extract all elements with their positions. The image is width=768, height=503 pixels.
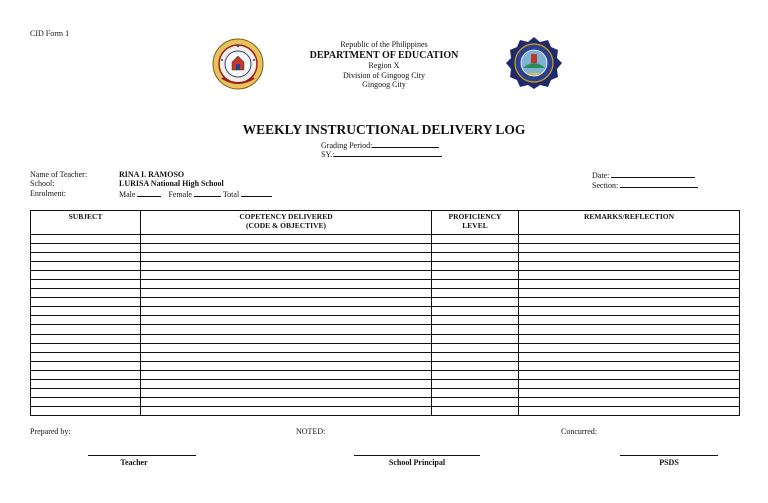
proficiency-cell[interactable]: [432, 379, 519, 388]
table-row: [31, 397, 740, 406]
subject-cell[interactable]: [31, 325, 141, 334]
remarks-cell[interactable]: [519, 253, 740, 262]
competency-cell[interactable]: [141, 307, 432, 316]
competency-cell[interactable]: [141, 280, 432, 289]
proficiency-cell[interactable]: [432, 352, 519, 361]
male-blank[interactable]: [137, 189, 161, 197]
subject-cell[interactable]: [31, 244, 141, 253]
proficiency-cell[interactable]: [432, 325, 519, 334]
competency-cell[interactable]: [141, 298, 432, 307]
competency-cell[interactable]: [141, 316, 432, 325]
table-row: [31, 325, 740, 334]
competency-cell[interactable]: [141, 370, 432, 379]
sy-blank[interactable]: [334, 149, 442, 157]
header-competency: COPETENCY DELIVERED (CODE & OBJECTIVE): [141, 211, 432, 235]
city-line: Gingoog City: [362, 80, 406, 90]
enrolment-fields: [119, 189, 272, 199]
table-row: [31, 289, 740, 298]
remarks-cell[interactable]: [519, 334, 740, 343]
psds-signature-label: PSDS: [659, 458, 679, 467]
subject-cell[interactable]: [31, 280, 141, 289]
female-blank[interactable]: [194, 189, 221, 197]
section-field[interactable]: [592, 180, 698, 190]
principal-signature-line[interactable]: [354, 455, 480, 456]
competency-cell[interactable]: [141, 343, 432, 352]
prepared-by-label: Prepared by:: [30, 427, 71, 436]
remarks-cell[interactable]: [519, 298, 740, 307]
remarks-cell[interactable]: [519, 370, 740, 379]
table-header-row: [31, 211, 740, 235]
teacher-label: Name of Teacher:: [30, 170, 88, 179]
remarks-cell[interactable]: [519, 235, 740, 244]
header-subject: SUBJECT: [31, 211, 141, 235]
total-blank[interactable]: [241, 189, 272, 197]
remarks-cell[interactable]: [519, 280, 740, 289]
header-remarks: REMARKS/REFLECTION: [519, 211, 740, 235]
subject-cell[interactable]: [31, 343, 141, 352]
region-line: Region X: [368, 60, 400, 70]
sy-field[interactable]: [321, 149, 442, 159]
competency-cell[interactable]: [141, 388, 432, 397]
subject-cell[interactable]: [31, 370, 141, 379]
proficiency-cell[interactable]: [432, 361, 519, 370]
section-label: Section:: [592, 181, 619, 190]
table-row: [31, 307, 740, 316]
date-blank[interactable]: [611, 170, 695, 178]
table-body: [31, 235, 740, 416]
remarks-cell[interactable]: [519, 343, 740, 352]
table-row: [31, 235, 740, 244]
republic-line: Republic of the Philippines: [340, 40, 428, 49]
proficiency-cell[interactable]: [432, 316, 519, 325]
subject-cell[interactable]: [31, 298, 141, 307]
date-label: Date:: [592, 171, 610, 180]
table-row: [31, 334, 740, 343]
noted-label: NOTED:: [296, 427, 326, 436]
female-label: Female: [168, 190, 192, 199]
table-row: [31, 343, 740, 352]
male-label: Male: [119, 190, 136, 199]
remarks-cell[interactable]: [519, 307, 740, 316]
table-row: [31, 361, 740, 370]
department-name: DEPARTMENT OF EDUCATION: [309, 49, 459, 61]
remarks-cell[interactable]: [519, 406, 740, 415]
division-seal-icon: [212, 38, 264, 90]
competency-cell[interactable]: [141, 379, 432, 388]
subject-cell[interactable]: [31, 361, 141, 370]
remarks-cell[interactable]: [519, 289, 740, 298]
proficiency-cell[interactable]: [432, 262, 519, 271]
proficiency-cell[interactable]: [432, 298, 519, 307]
subject-cell[interactable]: [31, 316, 141, 325]
remarks-cell[interactable]: [519, 388, 740, 397]
subject-cell[interactable]: [31, 388, 141, 397]
sy-label: SY.:: [321, 150, 335, 159]
competency-cell[interactable]: [141, 406, 432, 415]
table-row: [31, 406, 740, 415]
proficiency-cell[interactable]: [432, 244, 519, 253]
delivery-log-table: [30, 210, 740, 416]
subject-cell[interactable]: [31, 262, 141, 271]
grading-period-label: Grading Period:: [321, 141, 373, 150]
table-row: [31, 253, 740, 262]
proficiency-cell[interactable]: [432, 271, 519, 280]
subject-cell[interactable]: [31, 406, 141, 415]
remarks-cell[interactable]: [519, 325, 740, 334]
remarks-cell[interactable]: [519, 379, 740, 388]
table-row: [31, 280, 740, 289]
subject-cell[interactable]: [31, 253, 141, 262]
competency-cell[interactable]: [141, 361, 432, 370]
total-label: Total: [222, 190, 240, 199]
table-row: [31, 352, 740, 361]
subject-cell[interactable]: [31, 352, 141, 361]
subject-cell[interactable]: [31, 334, 141, 343]
table-row: [31, 370, 740, 379]
competency-cell[interactable]: [141, 289, 432, 298]
proficiency-cell[interactable]: [432, 370, 519, 379]
table-row: [31, 244, 740, 253]
psds-signature-line[interactable]: [620, 455, 718, 456]
subject-cell[interactable]: [31, 379, 141, 388]
subject-cell[interactable]: [31, 289, 141, 298]
proficiency-cell[interactable]: [432, 280, 519, 289]
header-proficiency: PROFICIENCY LEVEL: [432, 211, 519, 235]
subject-cell[interactable]: [31, 307, 141, 316]
proficiency-cell[interactable]: [432, 307, 519, 316]
teacher-name: RINA I. RAMOSO: [119, 170, 185, 179]
proficiency-cell[interactable]: [432, 343, 519, 352]
grading-period-blank[interactable]: [372, 140, 439, 148]
proficiency-cell[interactable]: [432, 388, 519, 397]
competency-cell[interactable]: [141, 235, 432, 244]
letterhead: [284, 40, 484, 90]
proficiency-cell[interactable]: [432, 253, 519, 262]
school-name: LURISA National High School: [119, 179, 224, 188]
principal-signature-label: School Principal: [388, 458, 446, 467]
table-row: [31, 262, 740, 271]
remarks-cell[interactable]: [519, 397, 740, 406]
concurred-label: Concurred:: [561, 427, 597, 436]
competency-cell[interactable]: [141, 334, 432, 343]
enrolment-label: Enrolment:: [30, 189, 66, 198]
competency-cell[interactable]: [141, 271, 432, 280]
remarks-cell[interactable]: [519, 352, 740, 361]
subject-cell[interactable]: [31, 271, 141, 280]
remarks-cell[interactable]: [519, 271, 740, 280]
proficiency-cell[interactable]: [432, 289, 519, 298]
division-line: Division of Gingoog City: [342, 70, 425, 80]
table-row: [31, 271, 740, 280]
proficiency-cell[interactable]: [432, 397, 519, 406]
remarks-cell[interactable]: [519, 361, 740, 370]
table-row: [31, 379, 740, 388]
remarks-cell[interactable]: [519, 262, 740, 271]
date-field[interactable]: [592, 170, 695, 180]
competency-cell[interactable]: [141, 352, 432, 361]
competency-cell[interactable]: [141, 397, 432, 406]
remarks-cell[interactable]: [519, 244, 740, 253]
section-blank[interactable]: [620, 180, 698, 188]
competency-cell[interactable]: [141, 253, 432, 262]
school-seal-icon: [505, 36, 563, 90]
table-row: [31, 316, 740, 325]
remarks-cell[interactable]: [519, 316, 740, 325]
competency-cell[interactable]: [141, 325, 432, 334]
form-title: WEEKLY INSTRUCTIONAL DELIVERY LOG: [242, 122, 526, 137]
proficiency-cell[interactable]: [432, 235, 519, 244]
subject-cell[interactable]: [31, 397, 141, 406]
enrolment-row: [0, 189, 768, 198]
proficiency-cell[interactable]: [432, 406, 519, 415]
table-row: [31, 298, 740, 307]
form-code: CID Form 1: [30, 29, 70, 38]
teacher-signature-label: Teacher: [120, 458, 148, 467]
table-row: [31, 388, 740, 397]
competency-cell[interactable]: [141, 244, 432, 253]
proficiency-cell[interactable]: [432, 334, 519, 343]
teacher-signature-line[interactable]: [88, 455, 196, 456]
subject-cell[interactable]: [31, 235, 141, 244]
school-label: School:: [30, 179, 55, 188]
competency-cell[interactable]: [141, 262, 432, 271]
